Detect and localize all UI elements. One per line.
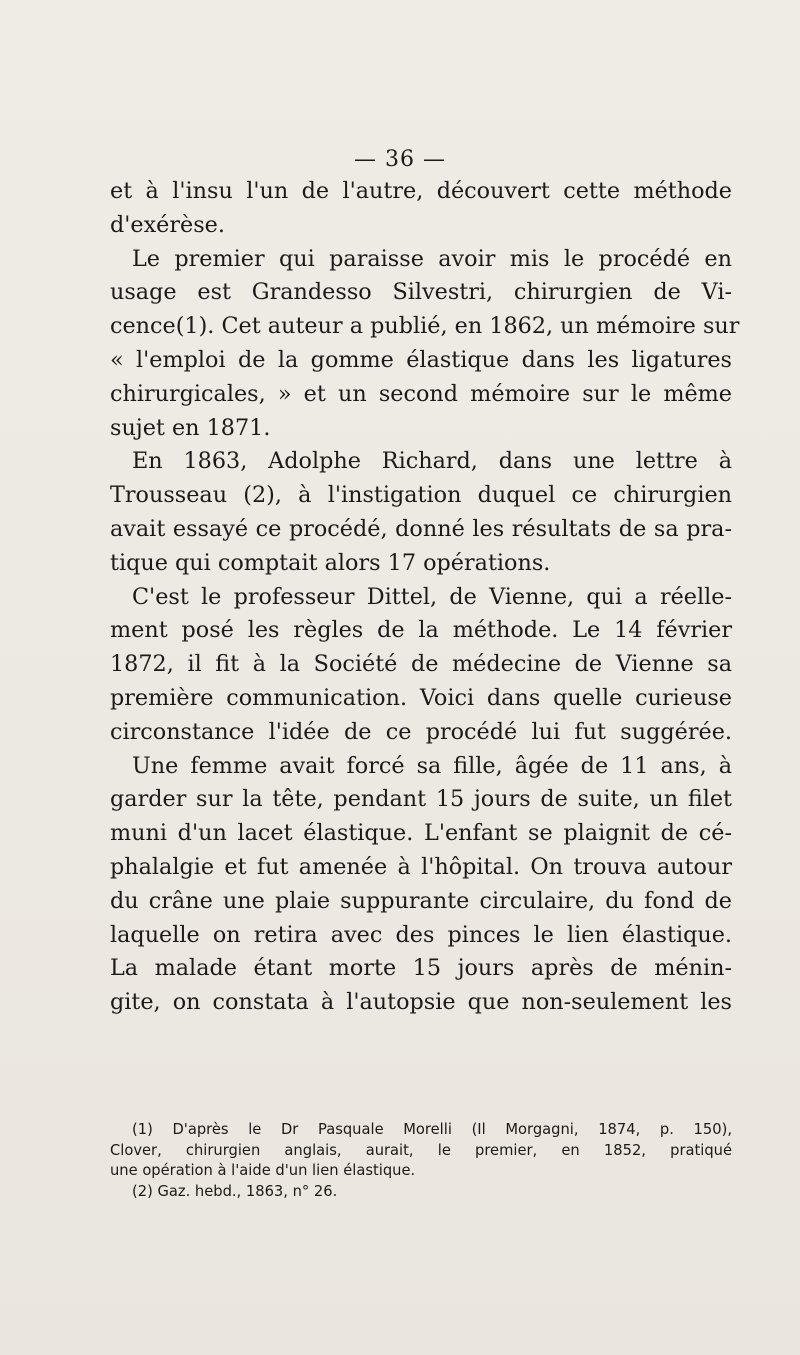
footnote-line: (1) D'après le Dr Pasquale Morelli (Il Morgagni, 1874, p. 150), xyxy=(132,1121,732,1138)
text-line: La malade étant morte 15 jours après de ménin- xyxy=(110,955,732,982)
footnotes xyxy=(110,1120,732,1202)
text-line: avait essayé ce procédé, donné les résultats de sa pra- xyxy=(110,515,732,542)
text-line: du crâne une plaie suppurante circulaire, du fond de xyxy=(110,887,732,914)
text-line: et à l'insu l'un de l'autre, découvert cette méthode xyxy=(110,178,732,204)
text-line: Une femme avait forcé sa fille, âgée de 11 ans, à xyxy=(132,752,732,779)
text-line: usage est Grandesso Silvestri, chirurgien de Vi- xyxy=(110,279,732,306)
text-line: circonstance l'idée de ce procédé lui fut suggérée. xyxy=(110,718,732,745)
body-text xyxy=(110,175,740,1020)
text-line: C'est le professeur Dittel, de Vienne, qui a réelle- xyxy=(132,583,732,610)
text-line: Le premier qui paraisse avoir mis le procédé en xyxy=(132,245,732,272)
text-line: d'exérèse. xyxy=(110,211,225,238)
text-line: chirurgicales, » et un second mémoire sur le même xyxy=(110,380,732,407)
text-line: Trousseau (2), à l'instigation duquel ce chirurgien xyxy=(110,482,732,509)
footnote-line: Clover, chirurgien anglais, aurait, le premier, en 1852, pratiqué xyxy=(110,1141,732,1159)
text-line: première communication. Voici dans quelle curieuse xyxy=(110,684,732,711)
text-line: phalalgie et fut amenée à l'hôpital. On trouva autour xyxy=(110,853,732,880)
text-line: tique qui comptait alors 17 opérations. xyxy=(110,549,551,576)
text-line: « l'emploi de la gomme élastique dans les ligatures xyxy=(110,346,732,373)
text-line: laquelle on retira avec des pinces le lien élastique. xyxy=(110,921,732,948)
footnote-line: (2) Gaz. hebd., 1863, n° 26. xyxy=(132,1182,338,1200)
text-line: garder sur la tête, pendant 15 jours de suite, un filet xyxy=(110,786,732,813)
text-line: sujet en 1871. xyxy=(110,414,271,441)
text-line: ment posé les règles de la méthode. Le 14 février xyxy=(110,617,732,644)
text-line: En 1863, Adolphe Richard, dans une lettre à xyxy=(132,448,732,475)
page-number: — 36 — xyxy=(354,147,446,172)
text-line: muni d'un lacet élastique. L'enfant se plaignit de cé- xyxy=(110,820,732,847)
text-line: cence(1). Cet auteur a publié, en 1862, un mémoire sur xyxy=(110,313,740,340)
footnote-line: une opération à l'aide d'un lien élastique. xyxy=(110,1162,416,1180)
text-line: 1872, il fit à la Société de médecine de Vienne sa xyxy=(110,651,732,678)
text-line: gite, on constata à l'autopsie que non-seulement les xyxy=(110,989,732,1016)
